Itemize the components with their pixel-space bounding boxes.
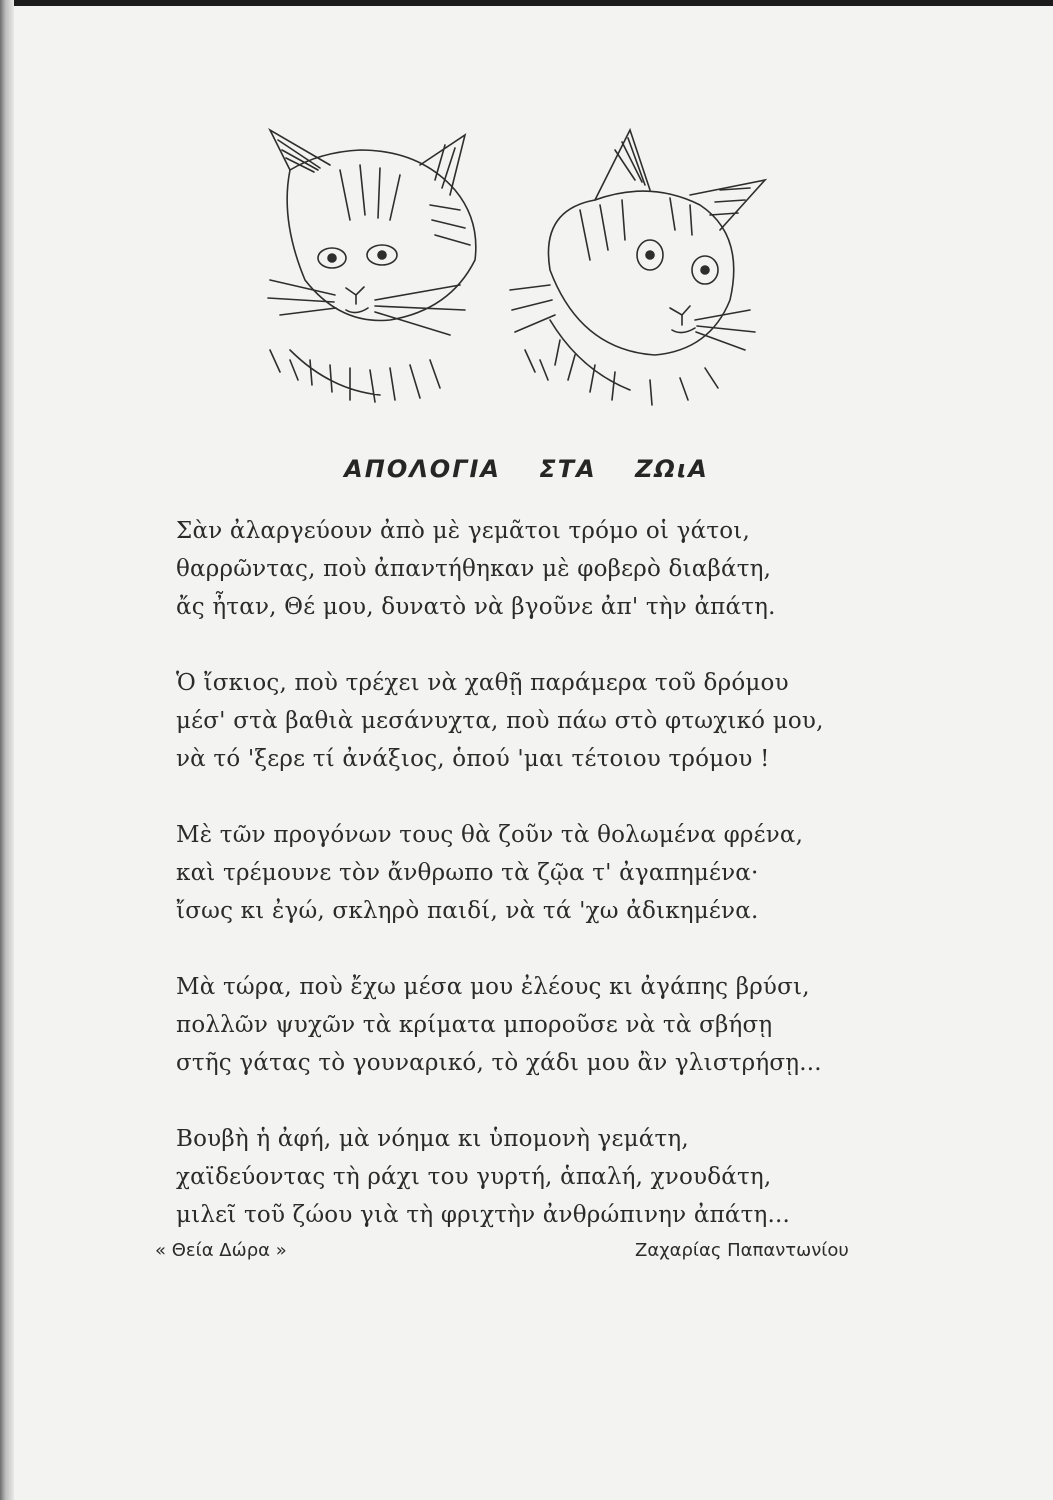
poem-line: στῆς γάτας τὸ γουναρικό, τὸ χάδι μου ἂν γλιστρήσῃ... — [176, 1050, 822, 1076]
poem-title — [0, 455, 1053, 483]
page-binding-shadow — [0, 0, 14, 1500]
poem-line: Ὁ ἴσκιος, ποὺ τρέχει νὰ χαθῇ παράμερα τοῦ δρόμου — [176, 670, 789, 696]
poem-line: Μὰ τώρα, ποὺ ἔχω μέσα μου ἐλέους κι ἀγάπης βρύσι, — [176, 974, 810, 1000]
poem-line: Μὲ τῶν προγόνων τους θὰ ζοῦν τὰ θολωμένα φρένα, — [176, 822, 804, 848]
poem-line: Σὰν ἀλαργεύουν ἀπὸ μὲ γεμᾶτοι τρόμο οἱ γάτοι, — [176, 518, 751, 544]
poem-line: μιλεῖ τοῦ ζώου γιὰ τὴ φριχτὴν ἀνθρώπινην ἀπάτη... — [176, 1202, 791, 1228]
poem-line: Βουβὴ ἡ ἀφή, μὰ νόημα κι ὑπομονὴ γεμάτη, — [176, 1126, 689, 1152]
right-cat-head — [510, 130, 765, 405]
page-top-edge — [0, 0, 1053, 6]
stanza-2 — [176, 664, 896, 778]
stanza-3 — [176, 816, 896, 930]
title-word-1: ΑΠΟΛΟΓΙΑ — [344, 455, 502, 483]
poem-line: μέσ' στὰ βαθιὰ μεσάνυχτα, ποὺ πάω στὸ φτωχικό μου, — [176, 708, 824, 734]
poem-line: καὶ τρέμουνε τὸν ἄνθρωπο τὰ ζῷα τ' ἀγαπημένα· — [176, 860, 759, 886]
left-cat-head — [268, 130, 476, 402]
poem-line: χαϊδεύοντας τὴ ράχι του γυρτή, ἁπαλή, χνουδάτη, — [176, 1164, 772, 1190]
poem-line: ἴσως κι ἐγώ, σκληρὸ παιδί, νὰ τά 'χω ἀδικημένα. — [176, 898, 759, 924]
poem-line: ἄς ἦταν, Θέ μου, δυνατὸ νὰ βγοῦνε ἀπ' τὴν ἀπάτη. — [176, 594, 776, 620]
stanza-5 — [176, 1120, 896, 1234]
poem-line: πολλῶν ψυχῶν τὰ κρίματα μποροῦσε νὰ τὰ σβήσῃ — [176, 1012, 773, 1038]
poem-body — [176, 512, 896, 1272]
cat-illustration — [250, 110, 780, 420]
stanza-4 — [176, 968, 896, 1082]
poem-line: θαρρῶντας, ποὺ ἀπαντήθηκαν μὲ φοβερὸ διαβάτη, — [176, 556, 772, 582]
author-name: Ζαχαρίας Παπαντωνίου — [635, 1240, 849, 1261]
stanza-1 — [176, 512, 896, 626]
title-word-2: ΣΤΑ — [539, 455, 597, 483]
title-word-3: ΖΩιΑ — [635, 455, 709, 483]
source-credit: « Θεία Δώρα » — [155, 1240, 287, 1261]
poem-line: νὰ τό 'ξερε τί ἀνάξιος, ὁπού 'μαι τέτοιου τρόμου ! — [176, 746, 770, 772]
